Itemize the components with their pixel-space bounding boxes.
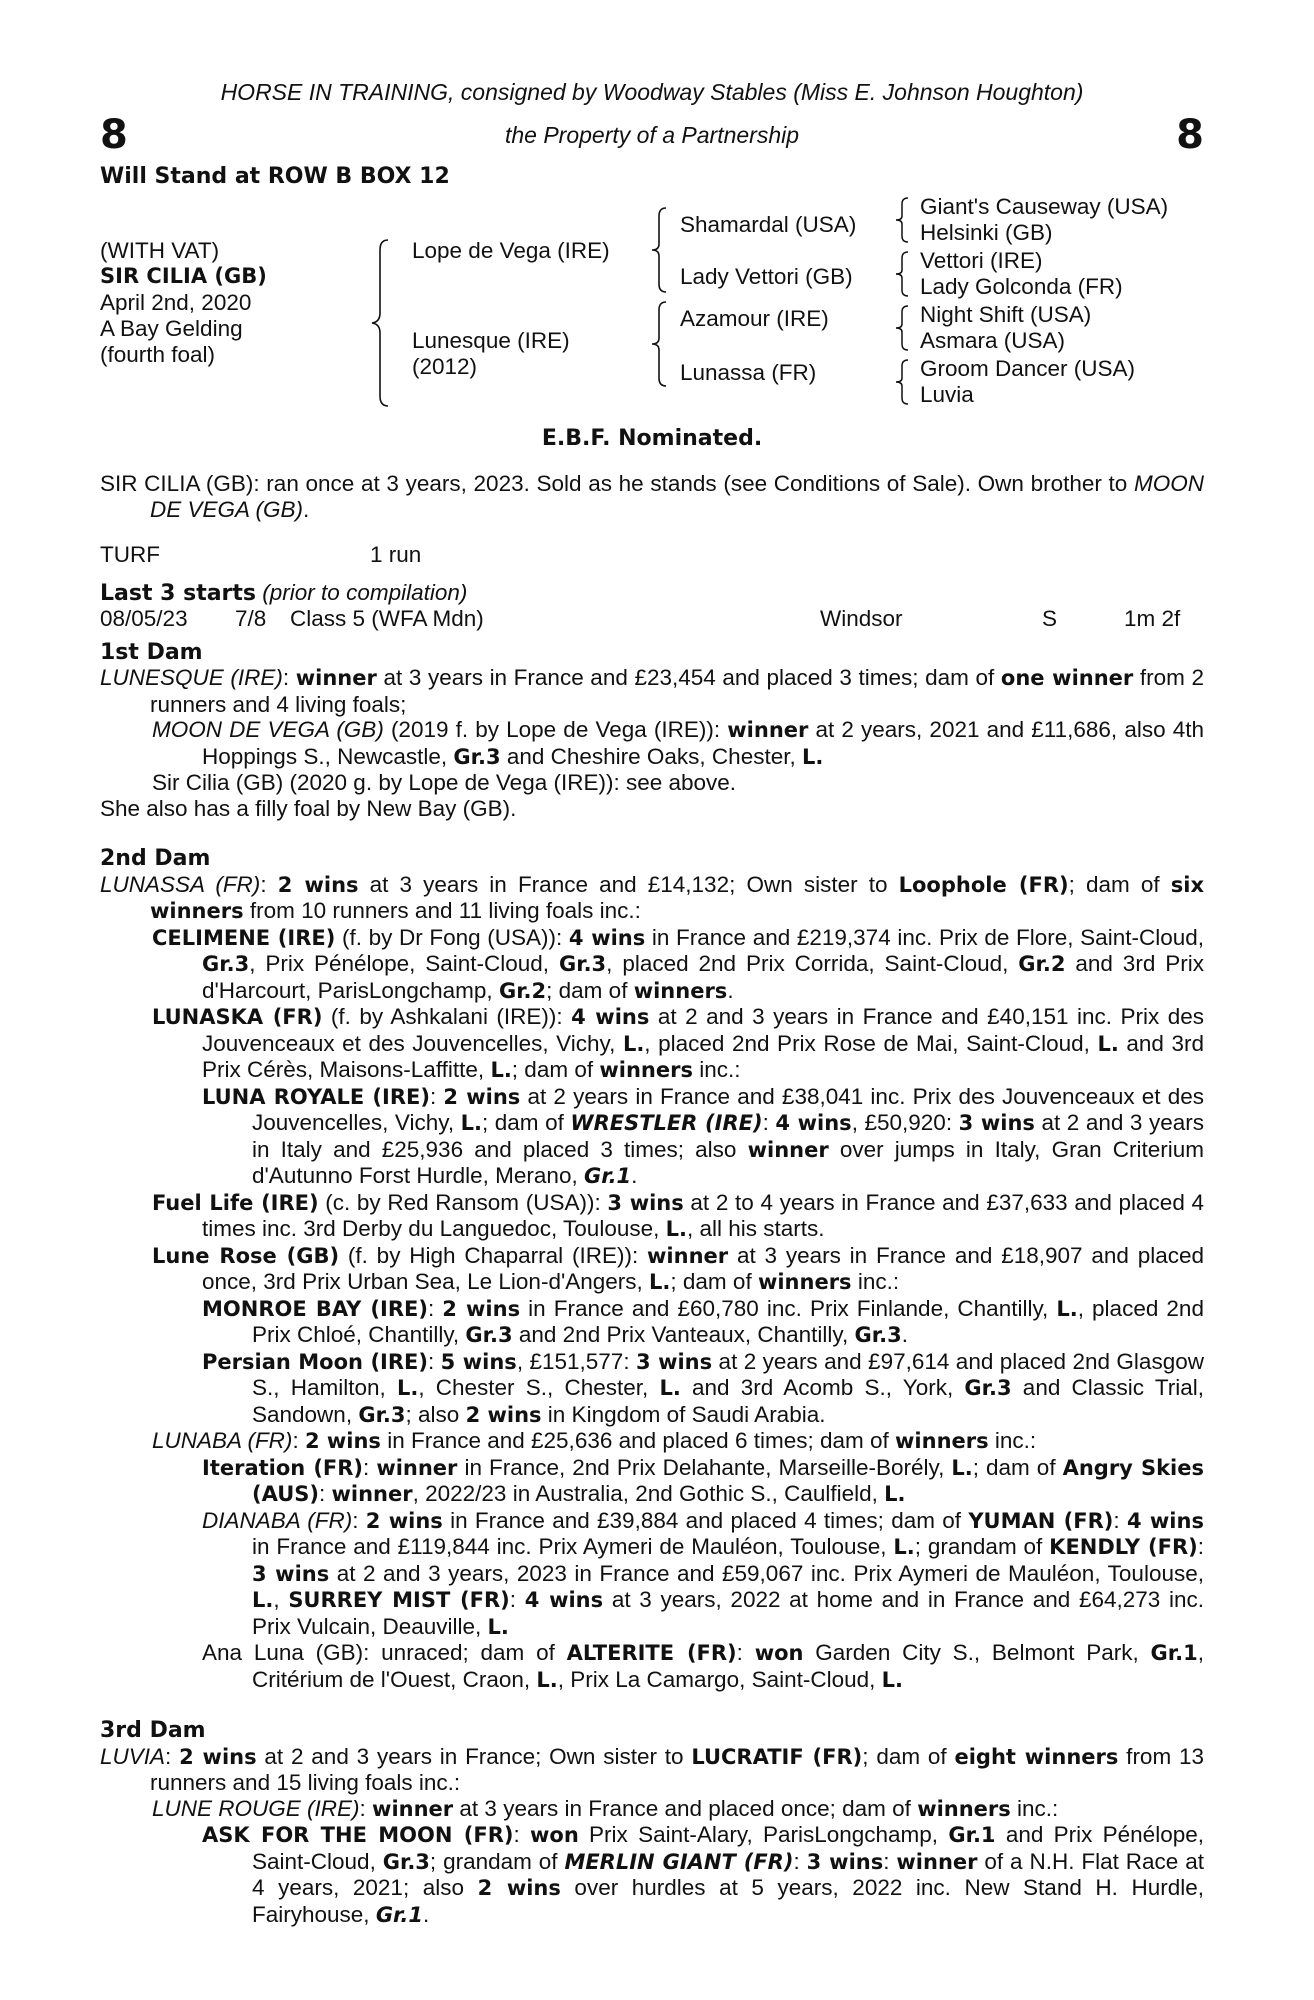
pedigree-brace-g1 (892, 196, 912, 244)
gsire-5: Night Shift (USA) (920, 301, 1092, 327)
progeny-sir-cilia: Sir Cilia (GB) (2020 g. by Lope de Vega (IRE)): see above. (152, 770, 737, 795)
pedigree-brace-g4 (892, 358, 912, 406)
ebf-nominated: E.B.F. Nominated. (541, 425, 763, 451)
turf-runs: 1 run (370, 542, 422, 567)
progeny-celimene: CELIMENE (IRE) (f. by Dr Fong (USA)): 4 wins in France and £219,374 inc. Prix de Flore, Saint-Cloud, Gr.3, Prix Pénélope, Saint-Cloud, Gr.3, placed 2nd Prix Corrida, Saint-Cloud, Gr.2 and 3rd Prix d'Harcourt, ParisLongchamp, Gr.2; dam of winners. (152, 924, 1204, 1003)
horse-summary: SIR CILIA (GB): ran once at 3 years, 2023. Sold as he stands (see Conditions of Sale). Own brother to MOON DE VEGA (GB). (100, 471, 1204, 522)
gdam-4: Lady Golconda (FR) (920, 273, 1123, 299)
third-dam-record: LUVIA: 2 wins at 2 and 3 years in France; Own sister to LUCRATIF (FR); dam of eight winners from 13 runners and 15 living foals inc.: (100, 1743, 1205, 1795)
start-distance: 1m 2f (1124, 606, 1181, 631)
progeny-iteration: Iteration (FR): winner in France, 2nd Prix Delahante, Marseille-Borély, L.; dam of Angry Skies (AUS): winner, 2022/23 in Australia, 2nd Gothic S., Caulfield, L. (202, 1454, 1204, 1506)
dam: Lunesque (IRE) (412, 327, 570, 353)
start-going: S (1042, 606, 1058, 631)
gsire-1: Giant's Causeway (USA) (920, 193, 1169, 219)
turf-record (100, 542, 1204, 568)
horse-description: A Bay Gelding (100, 315, 243, 341)
catalogue-page (100, 80, 1204, 1928)
sire: Lope de Vega (IRE) (412, 237, 610, 263)
pedigree-brace-g2 (892, 250, 912, 298)
progeny-fuel-life: Fuel Life (IRE) (c. by Red Ransom (USA)): 3 wins at 2 to 4 years in France and £37,633 and placed 4 times inc. 3rd Derby du Languedoc, Toulouse, L., all his starts. (152, 1189, 1204, 1241)
progeny-luna-royale: LUNA ROYALE (IRE): 2 wins at 2 years in France and £38,041 inc. Prix des Jouvenceaux et des Jouvencelles, Vichy, L.; dam of WRESTLER (IRE): 4 wins, £50,920: 3 wins at 2 and 3 years in Italy and £25,936 and placed 3 times; also winner over jumps in Italy, Gran Criterium d'Autunno Forst Hurdle, Merano, Gr.1. (202, 1083, 1204, 1188)
dam-dam: Lunassa (FR) (680, 359, 817, 385)
progeny-ana-luna: Ana Luna (GB): unraced; dam of ALTERITE (FR): won Garden City S., Belmont Park, Gr.1, Critérium de l'Ouest, Craon, L., Prix La Camargo, Saint-Cloud, L. (202, 1640, 1205, 1692)
dam-sire: Azamour (IRE) (680, 305, 829, 331)
first-dam-heading: 1st Dam (100, 639, 203, 665)
dam-year: (2012) (412, 353, 478, 379)
progeny-monroe-bay: MONROE BAY (IRE): 2 wins in France and £60,780 inc. Prix Finlande, Chantilly, L., placed 2nd Prix Chloé, Chantilly, Gr.3 and 2nd Prix Vanteaux, Chantilly, Gr.3. (202, 1295, 1204, 1347)
pedigree-brace-main (368, 238, 392, 408)
gsire-3: Vettori (IRE) (920, 247, 1043, 273)
foal-number: (fourth foal) (100, 341, 216, 367)
second-dam-heading: 2nd Dam (100, 846, 211, 871)
start-race: Class 5 (WFA Mdn) (290, 606, 484, 631)
lot-row (100, 114, 1204, 158)
sire-dam: Lady Vettori (GB) (680, 263, 853, 289)
pedigree-brace-sire (648, 206, 670, 294)
progeny-lunaba: LUNABA (FR): 2 wins in France and £25,636 and placed 6 times; dam of winners inc.: (152, 1428, 1037, 1453)
gdam-2: Helsinki (GB) (920, 219, 1053, 245)
start-row (100, 606, 1204, 632)
gdam-8: Luvia (920, 381, 974, 407)
stand-location: Will Stand at ROW B BOX 12 (100, 164, 450, 189)
first-dam-record: LUNESQUE (IRE): winner at 3 years in France and £23,454 and placed 3 times; dam of one winner from 2 runners and 4 living foals; (100, 665, 1204, 717)
lot-number-right: 8 (1176, 112, 1204, 159)
property-line: the Property of a Partnership (504, 122, 800, 149)
start-date: 08/05/23 (100, 606, 188, 631)
last-starts-heading: Last 3 starts (prior to compilation) (100, 579, 468, 606)
start-course: Windsor (820, 606, 903, 631)
second-dam-record: LUNASSA (FR): 2 wins at 3 years in France and £14,132; Own sister to Loophole (FR); dam of six winners from 10 runners and 11 living foals inc.: (100, 871, 1204, 923)
gsire-7: Groom Dancer (USA) (920, 355, 1136, 381)
progeny-lunaska: LUNASKA (FR) (f. by Ashkalani (IRE)): 4 wins at 2 and 3 years in France and £40,151 inc. Prix des Jouvenceaux et des Jouvencelles, Vichy, L., placed 2nd Prix Rose de Mai, Saint-Cloud, L. and 3rd Prix Cérès, Maisons-Laffitte, L.; dam of winners inc.: (152, 1004, 1204, 1082)
turf-label: TURF (100, 542, 160, 567)
pedigree-table (100, 192, 1204, 422)
progeny-persian-moon: Persian Moon (IRE): 5 wins, £151,577: 3 wins at 2 years and £97,614 and placed 2nd Glasgow S., Hamilton, L., Chester S., Chester, L. and 3rd Acomb S., York, Gr.3 and Classic Trial, Sandown, Gr.3; also 2 wins in Kingdom of Saudi Arabia. (202, 1348, 1205, 1427)
horse-name: SIR CILIA (GB) (100, 263, 267, 288)
gdam-6: Asmara (USA) (920, 327, 1066, 353)
pedigree-brace-dam (648, 300, 670, 388)
foaled-date: April 2nd, 2020 (100, 289, 252, 315)
pedigree-brace-g3 (892, 304, 912, 352)
start-position: 7/8 (235, 606, 267, 631)
progeny-ask-for-the-moon: ASK FOR THE MOON (FR): won Prix Saint-Alary, ParisLongchamp, Gr.1 and Prix Pénélope, Saint-Cloud, Gr.3; grandam of MERLIN GIANT (FR): 3 wins: winner of a N.H. Flat Race at 4 years, 2021; also 2 wins over hurdles at 5 years, 2022 inc. New Stand H. Hurdle, Fairyhouse, Gr.1. (202, 1822, 1204, 1927)
consignment-line: HORSE IN TRAINING, consigned by Woodway Stables (Miss E. Johnson Houghton) (220, 79, 1084, 105)
third-dam-heading: 3rd Dam (100, 1718, 206, 1743)
progeny-dianaba: DIANABA (FR): 2 wins in France and £39,884 and placed 4 times; dam of YUMAN (FR): 4 wins in France and £119,844 inc. Prix Aymeri de Mauléon, Toulouse, L.; grandam of KENDLY (FR): 3 wins at 2 and 3 years, 2023 in France and £59,067 inc. Prix Aymeri de Mauléon, Toulouse, L., SURREY MIST (FR): 4 wins at 3 years, 2022 at home and in France and £64,273 inc. Prix Vulcain, Deauville, L. (202, 1507, 1205, 1639)
vat-note: (WITH VAT) (100, 237, 220, 263)
progeny-lune-rouge: LUNE ROUGE (IRE): winner at 3 years in France and placed once; dam of winners inc.: (152, 1795, 1059, 1821)
filly-foal-note: She also has a filly foal by New Bay (GB). (100, 795, 517, 821)
progeny-lune-rose: Lune Rose (GB) (f. by High Chaparral (IRE)): winner at 3 years in France and £18,907 and placed once, 3rd Prix Urban Sea, Le Lion-d'Angers, L.; dam of winners inc.: (152, 1242, 1204, 1294)
progeny-moon-de-vega: MOON DE VEGA (GB) (2019 f. by Lope de Vega (IRE)): winner at 2 years, 2021 and £11,686, also 4th Hoppings S., Newcastle, Gr.3 and Cheshire Oaks, Chester, L. (152, 717, 1204, 769)
sire-sire: Shamardal (USA) (680, 211, 857, 237)
lot-number-left: 8 (100, 112, 128, 159)
